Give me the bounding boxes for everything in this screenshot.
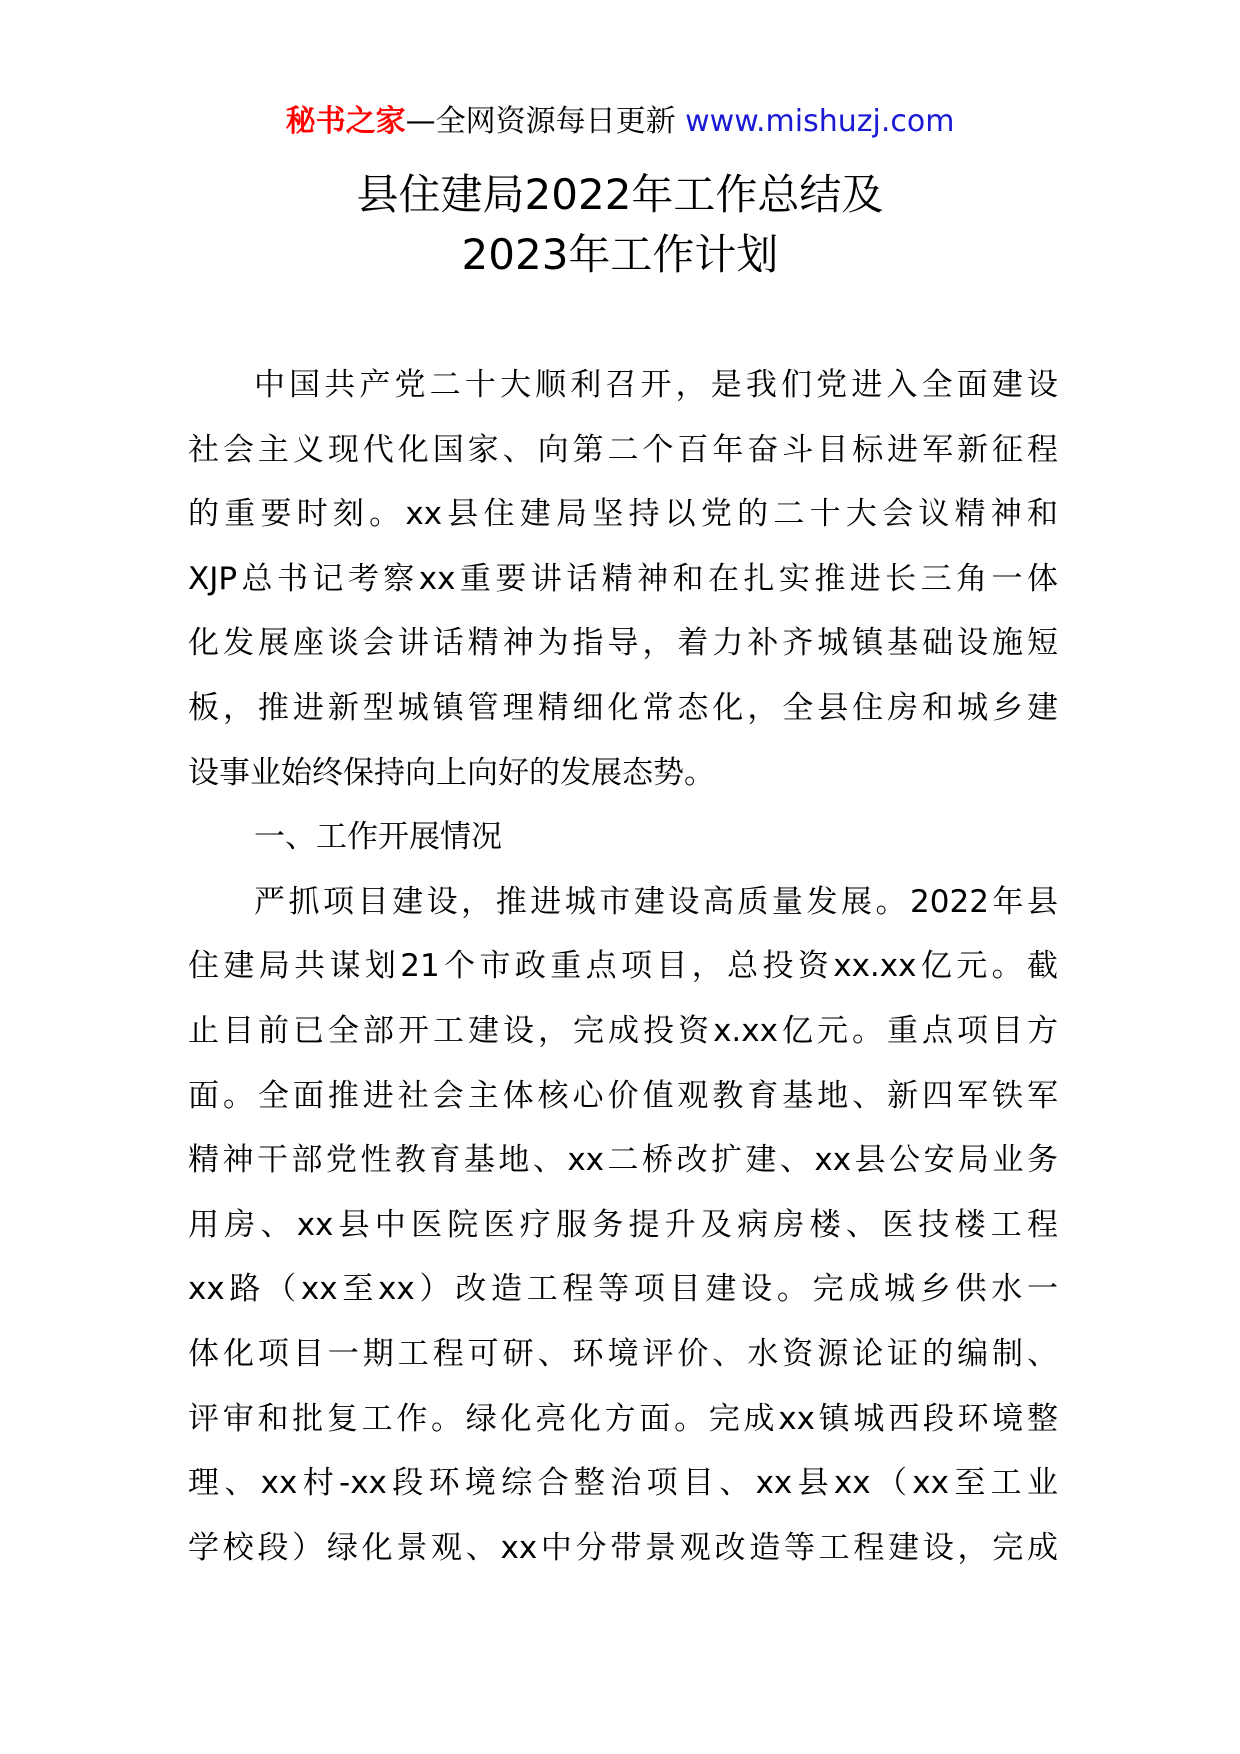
- body-line: 中国共产党二十大顺利召开，是我们党进入全面建设: [254, 367, 1058, 403]
- body-line: 用房、xx县中医院医疗服务提升及病房楼、医技楼工程: [188, 1206, 1058, 1243]
- document-body: [188, 353, 1058, 1580]
- body-line: 化发展座谈会讲话精神为指导，着力补齐城镇基础设施短: [188, 625, 1058, 662]
- body-line: xx路（xx至xx）改造工程等项目建设。完成城乡供水一: [188, 1271, 1058, 1308]
- body-line: 评审和批复工作。绿化亮化方面。完成xx镇城西段环境整: [188, 1400, 1058, 1437]
- document-title: [0, 165, 1240, 285]
- body-line: 止目前已全部开工建设，完成投资x.xx亿元。重点项目方: [188, 1012, 1058, 1049]
- body-line: 精神干部党性教育基地、xx二桥改扩建、xx县公安局业务: [188, 1142, 1058, 1179]
- title-line-2: 2023年工作计划: [461, 230, 779, 279]
- body-line: 严抓项目建设，推进城市建设高质量发展。2022年县: [254, 883, 1058, 920]
- body-line: 住建局共谋划21个市政重点项目，总投资xx.xx亿元。截: [188, 948, 1058, 985]
- body-line: 社会主义现代化国家、向第二个百年奋斗目标进军新征程: [188, 431, 1058, 468]
- body-line: XJP总书记考察xx重要讲话精神和在扎实推进长三角一体: [188, 560, 1058, 597]
- title-line-1: 县住建局2022年工作总结及: [356, 170, 884, 219]
- section-heading: 一、工作开展情况: [254, 819, 502, 856]
- body-line: 学校段）绿化景观、xx中分带景观改造等工程建设，完成: [188, 1529, 1058, 1566]
- body-line: 体化项目一期工程可研、环境评价、水资源论证的编制、: [188, 1335, 1058, 1372]
- body-line: 理、xx村-xx段环境综合整治项目、xx县xx（xx至工业: [188, 1465, 1058, 1502]
- body-line: 设事业始终保持向上向好的发展态势。: [188, 754, 715, 791]
- body-line: 面。全面推进社会主体核心价值观教育基地、新四军铁军: [188, 1077, 1058, 1114]
- body-line: 板，推进新型城镇管理精细化常态化，全县住房和城乡建: [188, 689, 1058, 726]
- brand-name: 秘书之家: [285, 104, 406, 139]
- header-tagline: —全网资源每日更新: [405, 104, 686, 139]
- body-line: 的重要时刻。xx县住建局坚持以党的二十大会议精神和: [188, 496, 1058, 533]
- site-url-link[interactable]: www.mishuzj.com: [685, 104, 955, 139]
- site-header: [0, 100, 1240, 144]
